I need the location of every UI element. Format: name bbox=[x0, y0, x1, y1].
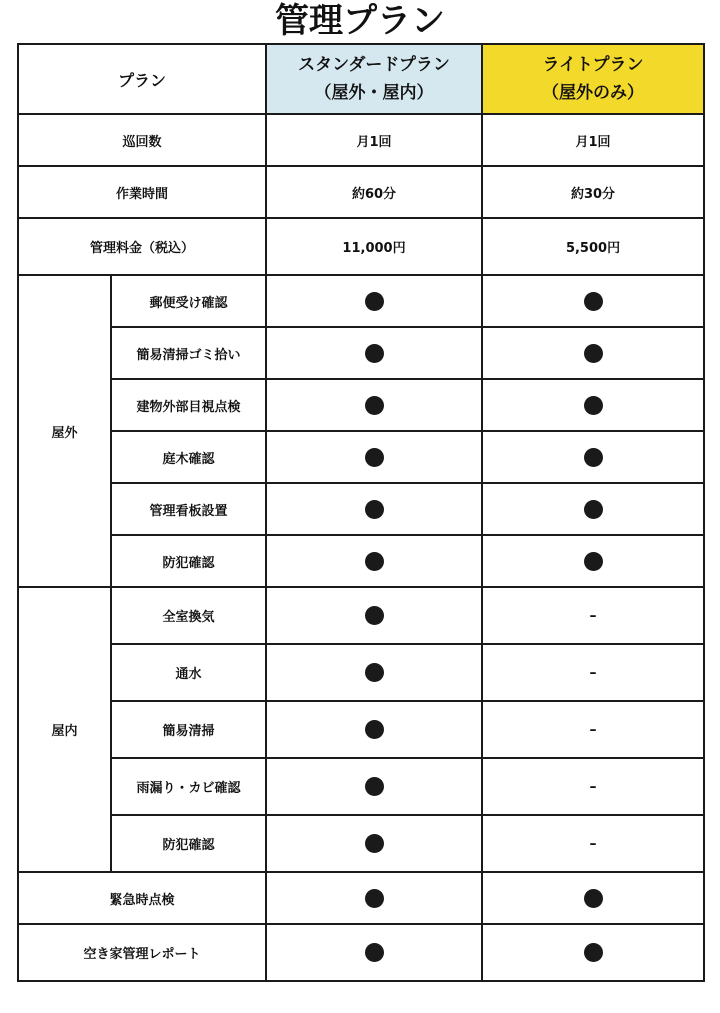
lite-mark bbox=[482, 431, 704, 483]
included-dot-icon bbox=[365, 663, 384, 682]
row-label: 簡易清掃 bbox=[111, 701, 266, 758]
lite-plan-header bbox=[482, 44, 704, 114]
table-row bbox=[18, 379, 704, 431]
lite-value: 5,500円 bbox=[482, 218, 704, 275]
included-dot-icon bbox=[584, 292, 603, 311]
table-row bbox=[18, 114, 704, 166]
row-label: 巡回数 bbox=[18, 114, 266, 166]
included-dot-icon bbox=[365, 606, 384, 625]
included-dot-icon bbox=[365, 943, 384, 962]
lite-mark bbox=[482, 327, 704, 379]
table-header-row bbox=[18, 44, 704, 114]
standard-mark bbox=[266, 644, 482, 701]
table-row bbox=[18, 872, 704, 924]
lite-mark bbox=[482, 815, 704, 872]
lite-mark bbox=[482, 872, 704, 924]
row-label: 庭木確認 bbox=[111, 431, 266, 483]
included-dot-icon bbox=[584, 500, 603, 519]
not-included-dash: – bbox=[589, 778, 597, 795]
standard-value: 月1回 bbox=[266, 114, 482, 166]
plan-comparison-table bbox=[17, 43, 705, 982]
included-dot-icon bbox=[584, 943, 603, 962]
table-row bbox=[18, 327, 704, 379]
table-row bbox=[18, 815, 704, 872]
table-row bbox=[18, 924, 704, 981]
standard-mark bbox=[266, 483, 482, 535]
lite-mark bbox=[482, 701, 704, 758]
included-dot-icon bbox=[584, 396, 603, 415]
row-label: 郵便受け確認 bbox=[111, 275, 266, 327]
lite-mark bbox=[482, 379, 704, 431]
outdoor-group-label: 屋外 bbox=[18, 275, 111, 587]
included-dot-icon bbox=[365, 448, 384, 467]
included-dot-icon bbox=[365, 292, 384, 311]
standard-mark bbox=[266, 535, 482, 587]
lite-mark bbox=[482, 535, 704, 587]
not-included-dash: – bbox=[589, 835, 597, 852]
included-dot-icon bbox=[365, 500, 384, 519]
plan-header-label: プラン bbox=[18, 44, 266, 114]
not-included-dash: – bbox=[589, 664, 597, 681]
lite-value: 約30分 bbox=[482, 166, 704, 218]
row-label: 防犯確認 bbox=[111, 815, 266, 872]
lite-mark bbox=[482, 644, 704, 701]
row-label: 作業時間 bbox=[18, 166, 266, 218]
table-row bbox=[18, 218, 704, 275]
included-dot-icon bbox=[365, 720, 384, 739]
standard-value: 約60分 bbox=[266, 166, 482, 218]
lite-mark bbox=[482, 587, 704, 644]
not-included-dash: – bbox=[589, 607, 597, 624]
row-label: 管理看板設置 bbox=[111, 483, 266, 535]
standard-plan-name: スタンダードプラン bbox=[298, 55, 450, 75]
table-row bbox=[18, 701, 704, 758]
lite-mark bbox=[482, 275, 704, 327]
standard-value: 11,000円 bbox=[266, 218, 482, 275]
lite-mark bbox=[482, 758, 704, 815]
table-row bbox=[18, 483, 704, 535]
lite-plan-scope: （屋外のみ） bbox=[542, 83, 645, 103]
table-row bbox=[18, 431, 704, 483]
standard-mark bbox=[266, 815, 482, 872]
table-row bbox=[18, 275, 704, 327]
included-dot-icon bbox=[365, 834, 384, 853]
standard-mark bbox=[266, 327, 482, 379]
included-dot-icon bbox=[584, 552, 603, 571]
included-dot-icon bbox=[365, 344, 384, 363]
row-label: 雨漏り・カビ確認 bbox=[111, 758, 266, 815]
row-label: 建物外部目視点検 bbox=[111, 379, 266, 431]
not-included-dash: – bbox=[589, 721, 597, 738]
table-row bbox=[18, 166, 704, 218]
lite-value: 月1回 bbox=[482, 114, 704, 166]
table-row bbox=[18, 535, 704, 587]
included-dot-icon bbox=[365, 889, 384, 908]
row-label: 全室換気 bbox=[111, 587, 266, 644]
table-row bbox=[18, 758, 704, 815]
row-label: 緊急時点検 bbox=[18, 872, 266, 924]
row-label: 防犯確認 bbox=[111, 535, 266, 587]
row-label: 管理料金（税込） bbox=[18, 218, 266, 275]
included-dot-icon bbox=[365, 552, 384, 571]
standard-mark bbox=[266, 872, 482, 924]
lite-mark bbox=[482, 924, 704, 981]
page-title: 管理プラン bbox=[275, 1, 445, 41]
table-row bbox=[18, 644, 704, 701]
included-dot-icon bbox=[365, 777, 384, 796]
standard-plan-scope: （屋外・屋内） bbox=[314, 83, 434, 103]
lite-plan-name: ライトプラン bbox=[542, 55, 644, 75]
standard-plan-header bbox=[266, 44, 482, 114]
row-label: 通水 bbox=[111, 644, 266, 701]
lite-mark bbox=[482, 483, 704, 535]
standard-mark bbox=[266, 924, 482, 981]
included-dot-icon bbox=[365, 396, 384, 415]
standard-mark bbox=[266, 701, 482, 758]
row-label: 空き家管理レポート bbox=[18, 924, 266, 981]
included-dot-icon bbox=[584, 889, 603, 908]
standard-mark bbox=[266, 758, 482, 815]
row-label: 簡易清掃ゴミ拾い bbox=[111, 327, 266, 379]
standard-mark bbox=[266, 431, 482, 483]
standard-mark bbox=[266, 587, 482, 644]
included-dot-icon bbox=[584, 344, 603, 363]
standard-mark bbox=[266, 275, 482, 327]
included-dot-icon bbox=[584, 448, 603, 467]
standard-mark bbox=[266, 379, 482, 431]
table-row bbox=[18, 587, 704, 644]
indoor-group-label: 屋内 bbox=[18, 587, 111, 872]
